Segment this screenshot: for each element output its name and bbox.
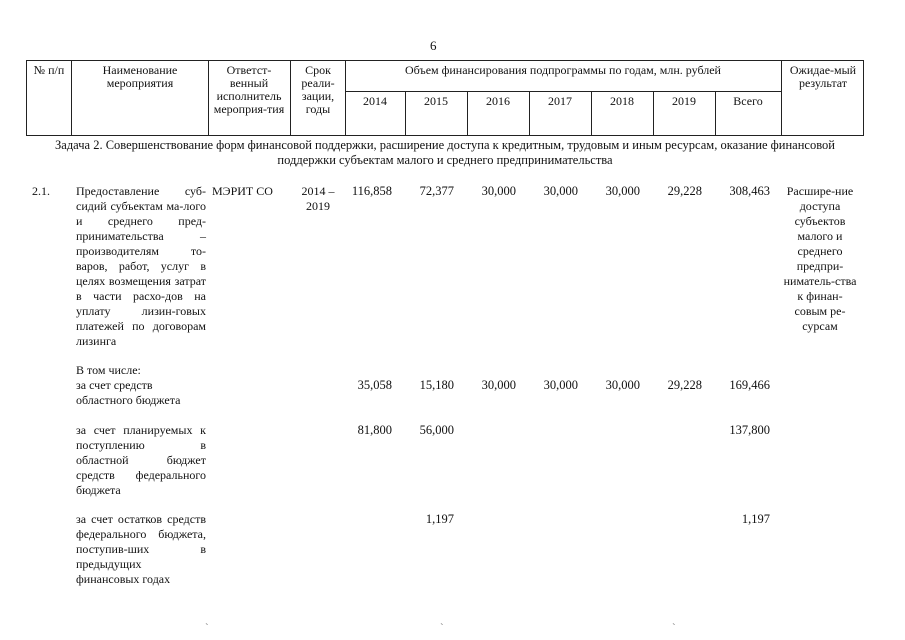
row-name: Предоставление суб-сидий субъектам ма-лого и среднего пред-принимательства – производителям то-варов, работ, услуг в целях возмещения затрат в части расхо-дов на уплату лизин-говых платежей по договорам лизинга [76,184,206,348]
header-responsible: Ответст-венный исполнитель мероприя-тия [213,63,285,116]
subrow-value: 30,000 [605,378,640,392]
row-number: 2.1. [32,184,50,198]
page-number: 6 [430,38,437,53]
subrow-value: 1,197 [425,512,454,526]
header-number: № п/п [33,63,65,77]
subrow-value: 137,800 [729,423,770,437]
value-2017: 30,000 [543,184,578,198]
year-2017: 2017 [548,94,572,108]
value-2019: 29,228 [667,184,702,198]
subrow-value: 56,000 [419,423,454,437]
column-divider [71,61,72,135]
header-funding-title: Объем финансирования подпрограммы по годам, млн. рублей [405,63,721,77]
header-name: Наименование мероприятия [102,63,178,90]
year-total: Всего [733,94,763,108]
subrow-value: 29,228 [667,378,702,392]
row-result: Расшире-ние доступа субъектов малого и среднего предпри-ниматель-ства к финан-совым ре-сурсам [783,184,857,333]
subrow-value: 81,800 [357,423,392,437]
value-2014: 116,858 [351,184,392,198]
subrow-value: 1,197 [741,512,770,526]
value-2016: 30,000 [481,184,516,198]
subrow-value: 30,000 [543,378,578,392]
subrow-value: 30,000 [481,378,516,392]
year-2014: 2014 [363,94,387,108]
header-result: Ожидае-мый результат [789,63,857,90]
including-label: В том числе: [76,363,141,377]
row-responsible: МЭРИТ СО [212,184,273,198]
subrow-label: за счет остатков средств федерального бюджета, поступив-ших в предыдущих финансовых годах [76,512,206,586]
scan-mark: ` [205,622,209,634]
row-term: 2014 – 2019 [301,184,335,213]
column-divider [208,61,209,135]
value-2018: 30,000 [605,184,640,198]
year-2015: 2015 [424,94,448,108]
subrow-label: за счет планируемых к поступлению в областной бюджет средств федерального бюджета [76,423,206,497]
year-2016: 2016 [486,94,510,108]
value-2015: 72,377 [419,184,454,198]
scan-mark: ` [672,622,676,634]
value-total: 308,463 [729,184,770,198]
header-term: Срок реали-зации, годы [301,63,335,116]
column-divider [290,61,291,135]
task-title: Задача 2. Совершенствование форм финансовой поддержки, расширение доступа к кредитным, трудовым и иным ресурсам, оказание финансовой поддержки субъектам малого и среднего предпринимательства [55,138,835,167]
subrow-value: 15,180 [419,378,454,392]
scan-mark: ` [440,622,444,634]
year-2018: 2018 [610,94,634,108]
table-header [26,60,864,136]
subrow-label: за счет средств областного бюджета [76,378,181,407]
subrow-value: 169,466 [729,378,770,392]
year-2019: 2019 [672,94,696,108]
subrow-value: 35,058 [357,378,392,392]
column-divider [781,61,782,135]
